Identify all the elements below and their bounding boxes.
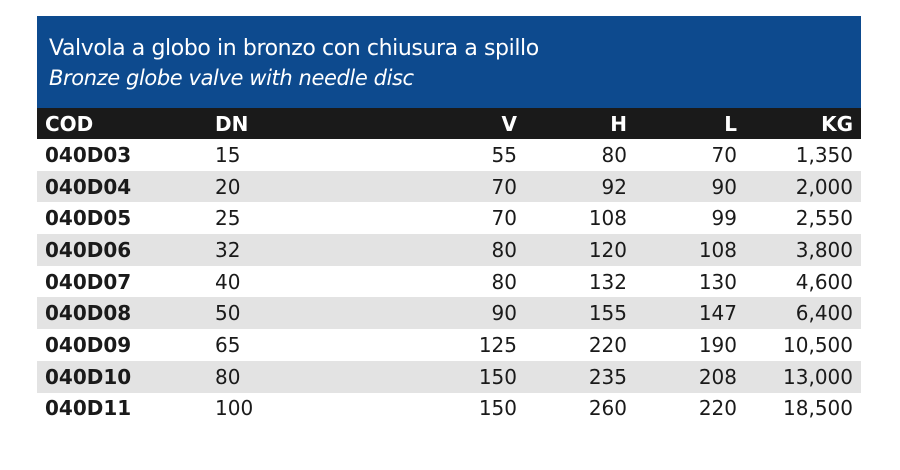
cell-kg: 13,000 — [783, 364, 853, 389]
cell-l: 220 — [698, 396, 737, 421]
cell-dn: 32 — [215, 237, 241, 262]
cell-cod: 040D03 — [45, 142, 132, 167]
cell-cod: 040D08 — [45, 301, 132, 326]
table-body — [37, 139, 861, 424]
page-title: Valvola a globo in bronzo con chiusura a spillo — [49, 36, 539, 61]
table-row — [37, 139, 861, 171]
cell-l: 70 — [711, 142, 737, 167]
cell-kg: 10,500 — [783, 332, 853, 357]
column-header-h: H — [610, 111, 627, 136]
column-header-v: V — [501, 111, 517, 136]
table-row — [37, 202, 861, 234]
cell-kg: 18,500 — [783, 396, 853, 421]
cell-l: 208 — [698, 364, 737, 389]
cell-l: 99 — [711, 206, 737, 231]
cell-cod: 040D10 — [45, 364, 132, 389]
cell-h: 260 — [588, 396, 627, 421]
cell-dn: 15 — [215, 142, 241, 167]
cell-kg: 2,550 — [795, 206, 853, 231]
cell-v: 90 — [491, 301, 517, 326]
cell-h: 155 — [588, 301, 627, 326]
column-header-cod: COD — [45, 111, 94, 136]
cell-kg: 4,600 — [795, 269, 853, 294]
cell-v: 125 — [478, 332, 517, 357]
table-row — [37, 266, 861, 298]
table-row — [37, 171, 861, 203]
cell-cod: 040D09 — [45, 332, 132, 357]
cell-dn: 80 — [215, 364, 241, 389]
cell-cod: 040D07 — [45, 269, 132, 294]
cell-l: 190 — [698, 332, 737, 357]
cell-v: 150 — [478, 364, 517, 389]
cell-cod: 040D06 — [45, 237, 132, 262]
cell-dn: 20 — [215, 174, 241, 199]
cell-v: 55 — [491, 142, 517, 167]
table-row — [37, 297, 861, 329]
cell-dn: 25 — [215, 206, 241, 231]
table-row — [37, 234, 861, 266]
table-row — [37, 361, 861, 393]
cell-h: 132 — [588, 269, 627, 294]
title-banner — [37, 16, 861, 108]
cell-h: 108 — [588, 206, 627, 231]
column-header-kg: KG — [821, 111, 853, 136]
cell-l: 108 — [698, 237, 737, 262]
table-header-row — [37, 108, 861, 139]
spec-table — [37, 108, 861, 424]
cell-dn: 50 — [215, 301, 241, 326]
cell-v: 80 — [491, 269, 517, 294]
cell-cod: 040D11 — [45, 396, 132, 421]
cell-h: 120 — [588, 237, 627, 262]
cell-h: 92 — [601, 174, 627, 199]
cell-h: 235 — [588, 364, 627, 389]
cell-l: 147 — [698, 301, 737, 326]
table-row — [37, 393, 861, 425]
spec-card — [37, 16, 861, 424]
cell-h: 220 — [588, 332, 627, 357]
page-subtitle: Bronze globe valve with needle disc — [49, 66, 414, 90]
cell-l: 130 — [698, 269, 737, 294]
cell-v: 150 — [478, 396, 517, 421]
cell-dn: 65 — [215, 332, 241, 357]
cell-kg: 2,000 — [795, 174, 853, 199]
cell-v: 80 — [491, 237, 517, 262]
table-row — [37, 329, 861, 361]
cell-kg: 1,350 — [795, 142, 853, 167]
cell-l: 90 — [711, 174, 737, 199]
cell-h: 80 — [601, 142, 627, 167]
column-header-l: L — [724, 111, 737, 136]
cell-v: 70 — [491, 206, 517, 231]
column-header-dn: DN — [215, 111, 249, 136]
cell-v: 70 — [491, 174, 517, 199]
cell-dn: 100 — [215, 396, 254, 421]
cell-cod: 040D04 — [45, 174, 132, 199]
cell-cod: 040D05 — [45, 206, 132, 231]
cell-kg: 3,800 — [795, 237, 853, 262]
cell-kg: 6,400 — [795, 301, 853, 326]
cell-dn: 40 — [215, 269, 241, 294]
